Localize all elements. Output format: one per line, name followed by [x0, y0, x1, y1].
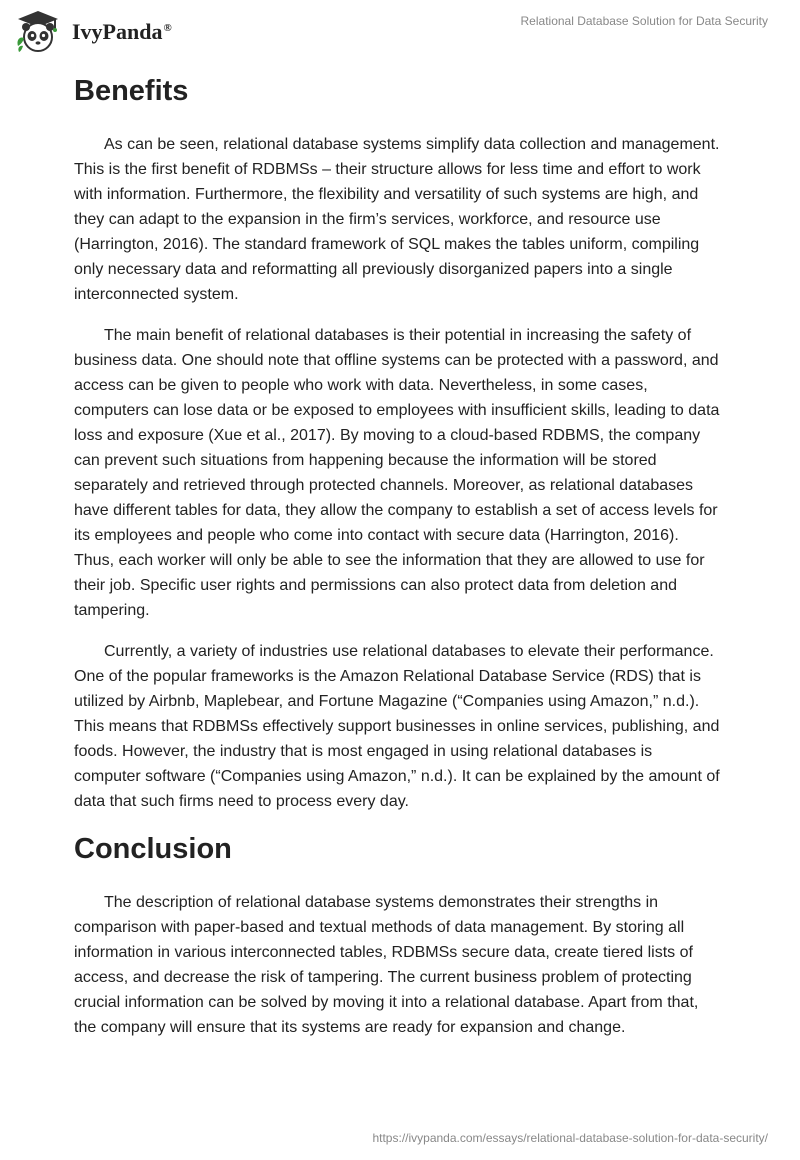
- paragraph: As can be seen, relational database systems simplify data collection and management. This is the first benefit of RDBMSs – their structure allows for less time and effort to work with information. Furthermore, the flexibility and versatility of such systems are high, and they can adapt to the expansion in the firm’s services, workforce, and resource use (Harrington, 2016). The standard framework of SQL makes the tables uniform, compiling only necessary data and reformatting all previously disorganized papers into a single interconnected system.: [74, 136, 720, 303]
- essay-content: [74, 72, 722, 1040]
- brand-name: IvyPanda®: [72, 19, 172, 44]
- paragraph: The main benefit of relational databases is their potential in increasing the safety of business data. One should note that offline systems can be protected with a password, and access can be given to people who work with data. Nevertheless, in some cases, computers can lose data or be exposed to employees with insufficient skills, leading to data loss and exposure (Xue et al., 2017). By moving to a cloud-based RDBMS, the company can prevent such situations from happening because the information will be stored separately and retrieved through protected channels. Moreover, as relational databases have different tables for data, they allow the company to establish a set of access levels for its employees and people who come into contact with secure data (Harrington, 2016). Thus, each worker will only be able to see the information that they are allowed to use for their job. Specific user rights and permissions can also protect data from deletion and tampering.: [74, 327, 720, 619]
- section-conclusion: [74, 830, 722, 1040]
- ivypanda-logo[interactable]: [14, 8, 204, 56]
- source-url[interactable]: https://ivypanda.com/essays/relational-database-solution-for-data-security/: [372, 1131, 768, 1145]
- section-heading: Benefits: [74, 75, 189, 107]
- section-heading: Conclusion: [74, 833, 232, 865]
- panda-graduate-icon: [14, 8, 62, 56]
- paragraph: The description of relational database systems demonstrates their strengths in comparison with paper-based and textual methods of data management. By storing all information in various interconnected tables, RDBMSs secure data, create tiered lists of access, and decrease the risk of tampering. The current business problem of protecting crucial information can be solved by moving it into a relational database. Apart from that, the company will ensure that its systems are ready for expansion and change.: [74, 894, 699, 1036]
- document-title: Relational Database Solution for Data Security: [520, 14, 768, 28]
- page-header: [0, 0, 800, 64]
- paragraph: Currently, a variety of industries use relational databases to elevate their performance. One of the popular frameworks is the Amazon Relational Database Service (RDS) that is utilized by Airbnb, Maplebear, and Fortune Magazine (“Companies using Amazon,” n.d.). This means that RDBMSs effectively support businesses in online services, publishing, and foods. However, the industry that is most engaged in using relational databases is computer software (“Companies using Amazon,” n.d.). It can be explained by the amount of data that such firms need to process every day.: [74, 643, 720, 810]
- section-benefits: [74, 72, 722, 814]
